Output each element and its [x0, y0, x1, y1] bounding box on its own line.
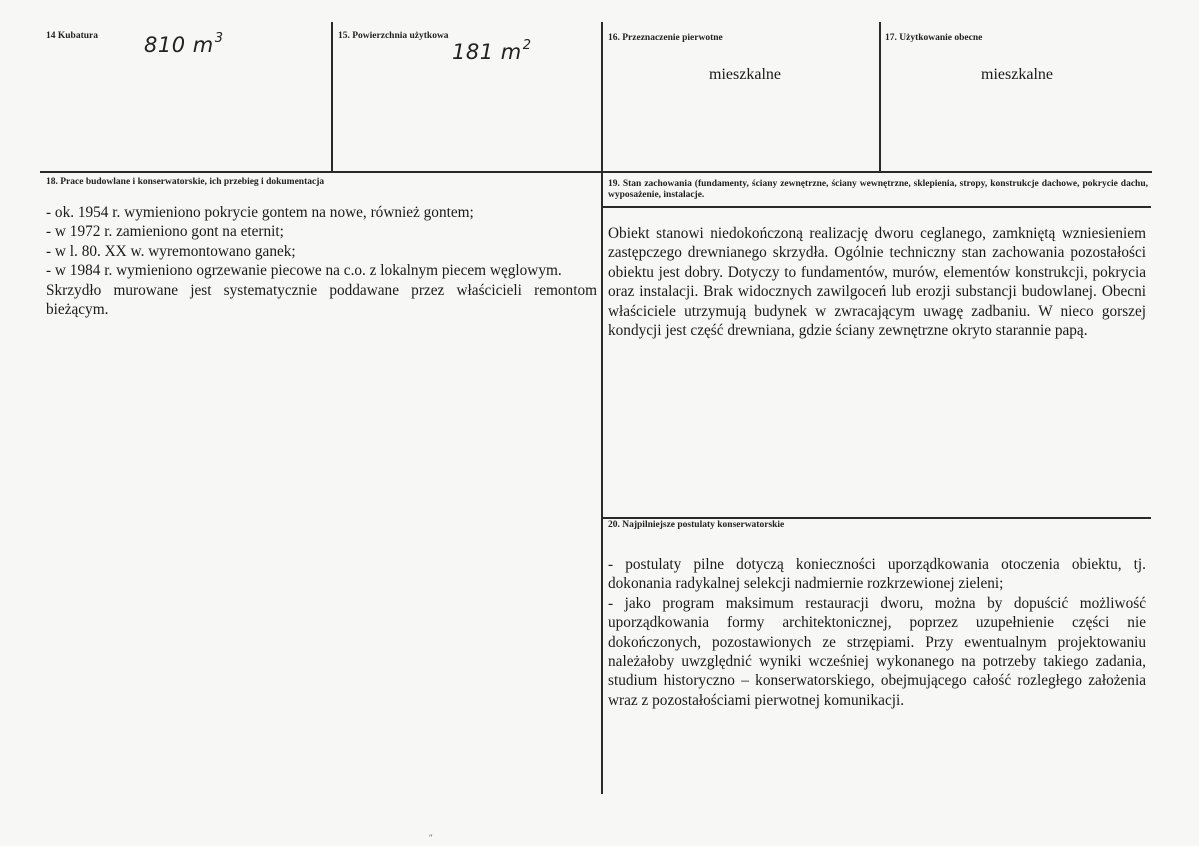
kubatura-exponent: 3	[214, 31, 224, 46]
powierzchnia-value: 181 m	[452, 40, 522, 64]
section-15-label: 15. Powierzchnia użytkowa	[338, 31, 449, 41]
section-18-line: - ok. 1954 r. wymieniono pokrycie gontem na nowe, również gontem;	[46, 204, 474, 221]
section-19-content: Obiekt stanowi niedokończoną realizację dworu ceglanego, zamkniętą wzniesieniem zastępczego drewnianego skrzydła. Ogólnie techniczny stan zachowania pozostałości obiektu jest dobry. Dotyczy to fundamentów, murów, elementów konstrukcji, pokrycia oraz instalacji. Brak widocznych zawilgoceń lub erozji substancji budowlanej. Obecni właściciele utrzymują budynek w zwracającym uwagę zadbaniu. W nieco gorszej kondycji jest część drewniana, gdzie ściany zewnętrzne okryto starannie papą.	[608, 225, 1146, 340]
divider-16-17	[879, 22, 881, 172]
section-18-label: 18. Prace budowlane i konserwatorskie, ich przebieg i dokumentacja	[46, 177, 325, 187]
section-18-line: - w l. 80. XX w. wyremontowano ganek;	[46, 242, 296, 260]
powierzchnia-exponent: 2	[522, 38, 532, 53]
section-20-content	[608, 555, 1146, 710]
divider-14-15	[331, 22, 333, 172]
section-14-handwritten-value	[144, 31, 224, 57]
section-19-label: 19. Stan zachowania (fundamenty, ściany zewnętrzne, ściany wewnętrzne, sklepienia, stropy, konstrukcje dachowe, pokrycie dachu, wyposażenie, instalacje.	[608, 179, 1148, 200]
section-16-value: mieszkalne	[709, 66, 781, 83]
divider-19-20	[603, 517, 1151, 519]
divider-19-top	[603, 206, 1151, 208]
section-20-line: - jako program maksimum restauracji dworu, można by dopuścić możliwość uporządkowania formy architektonicznej, poprzez uzupełnienie części nie dokończonych, pozostawionych ze strzępiami. Przy ewentualnym projektowaniu należałoby uwzględnić wyniki wcześniej wykonanego na potrzeby takiego zadania, studium historyczno – konserwatorskiego, obejmującego całość rozległego założenia wraz z pozostałościami pierwotnej komunikacji.	[608, 594, 1146, 709]
section-15-handwritten-value	[452, 38, 532, 64]
stray-mark: ″	[429, 833, 433, 843]
section-18-line: - w 1984 r. wymieniono ogrzewanie piecowe na c.o. z lokalnym piecem węglowym.	[46, 262, 562, 280]
kubatura-value: 810 m	[144, 33, 214, 57]
divider-15-16	[601, 22, 603, 794]
section-18-line: Skrzydło murowane jest systematycznie poddawane przez właścicieli remontom bieżącym.	[46, 281, 597, 319]
section-14-label: 14 Kubatura	[46, 31, 98, 41]
section-17-value: mieszkalne	[981, 66, 1053, 83]
section-18-content	[46, 203, 597, 319]
section-20-line: - postulaty pilne dotyczą konieczności uporządkowania otoczenia obiektu, tj. dokonania radykalnej selekcji nadmiernie rozkrzewionej zieleni;	[608, 556, 1146, 593]
divider-top-row	[40, 171, 1152, 173]
section-18-line: - w 1972 r. zamieniono gont na eternit;	[46, 223, 284, 241]
section-17-label: 17. Użytkowanie obecne	[885, 33, 983, 43]
section-20-label: 20. Najpilniejsze postulaty konserwatorskie	[608, 520, 785, 530]
section-16-label: 16. Przeznaczenie pierwotne	[608, 33, 723, 43]
